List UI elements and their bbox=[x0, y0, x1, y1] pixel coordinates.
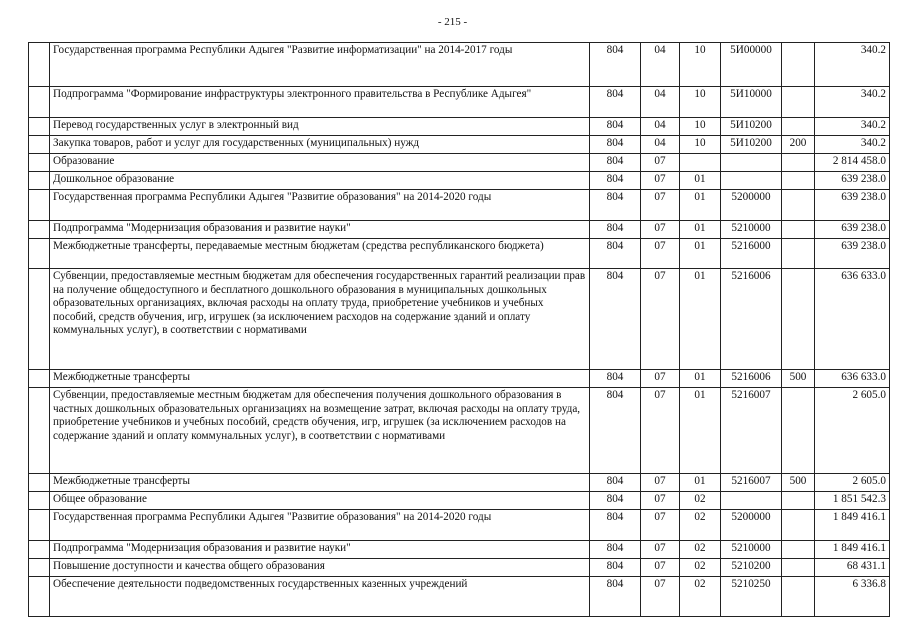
row-name-cell: Подпрограмма "Модернизация образования и развитие науки" bbox=[50, 221, 590, 239]
table-row bbox=[29, 492, 890, 510]
row-expense-type-cell bbox=[782, 388, 815, 474]
row-expense-type-cell bbox=[782, 172, 815, 190]
row-expense-type-cell bbox=[782, 154, 815, 172]
row-section-cell: 07 bbox=[641, 559, 680, 577]
row-amount-cell: 636 633.0 bbox=[815, 370, 890, 388]
row-subsection-cell: 02 bbox=[680, 492, 721, 510]
table-row bbox=[29, 370, 890, 388]
row-grbs-cell: 804 bbox=[590, 541, 641, 559]
row-grbs-cell: 804 bbox=[590, 269, 641, 370]
row-target-article-cell: 5210000 bbox=[721, 541, 782, 559]
row-gap-cell bbox=[29, 370, 50, 388]
row-expense-type-cell bbox=[782, 510, 815, 541]
row-grbs-cell: 804 bbox=[590, 510, 641, 541]
row-section-cell: 07 bbox=[641, 239, 680, 269]
row-name-cell: Образование bbox=[50, 154, 590, 172]
row-target-article-cell: 5200000 bbox=[721, 510, 782, 541]
row-amount-cell: 636 633.0 bbox=[815, 269, 890, 370]
row-subsection-cell: 10 bbox=[680, 118, 721, 136]
row-amount-cell: 1 849 416.1 bbox=[815, 541, 890, 559]
row-grbs-cell: 804 bbox=[590, 190, 641, 221]
row-name-cell: Государственная программа Республики Адыгея "Развитие образования" на 2014-2020 годы bbox=[50, 190, 590, 221]
row-subsection-cell: 01 bbox=[680, 269, 721, 370]
row-expense-type-cell bbox=[782, 541, 815, 559]
row-section-cell: 07 bbox=[641, 269, 680, 370]
row-expense-type-cell bbox=[782, 239, 815, 269]
row-grbs-cell: 804 bbox=[590, 474, 641, 492]
row-subsection-cell: 01 bbox=[680, 221, 721, 239]
budget-table bbox=[28, 42, 890, 617]
row-target-article-cell: 5216006 bbox=[721, 269, 782, 370]
row-amount-cell: 6 336.8 bbox=[815, 577, 890, 617]
row-gap-cell bbox=[29, 510, 50, 541]
row-subsection-cell: 10 bbox=[680, 87, 721, 118]
row-target-article-cell: 5216006 bbox=[721, 370, 782, 388]
row-subsection-cell: 01 bbox=[680, 370, 721, 388]
row-gap-cell bbox=[29, 577, 50, 617]
row-section-cell: 07 bbox=[641, 370, 680, 388]
row-expense-type-cell bbox=[782, 559, 815, 577]
row-grbs-cell: 804 bbox=[590, 559, 641, 577]
row-target-article-cell: 5210250 bbox=[721, 577, 782, 617]
row-amount-cell: 639 238.0 bbox=[815, 172, 890, 190]
row-grbs-cell: 804 bbox=[590, 136, 641, 154]
row-gap-cell bbox=[29, 43, 50, 87]
row-grbs-cell: 804 bbox=[590, 370, 641, 388]
table-row bbox=[29, 136, 890, 154]
row-subsection-cell: 10 bbox=[680, 136, 721, 154]
row-section-cell: 07 bbox=[641, 474, 680, 492]
row-name-cell: Дошкольное образование bbox=[50, 172, 590, 190]
row-subsection-cell: 01 bbox=[680, 239, 721, 269]
row-section-cell: 07 bbox=[641, 541, 680, 559]
row-target-article-cell: 5И10000 bbox=[721, 87, 782, 118]
row-section-cell: 04 bbox=[641, 118, 680, 136]
row-grbs-cell: 804 bbox=[590, 118, 641, 136]
table-row bbox=[29, 221, 890, 239]
row-section-cell: 04 bbox=[641, 87, 680, 118]
row-grbs-cell: 804 bbox=[590, 388, 641, 474]
table-row bbox=[29, 510, 890, 541]
row-gap-cell bbox=[29, 474, 50, 492]
row-name-cell: Повышение доступности и качества общего образования bbox=[50, 559, 590, 577]
row-expense-type-cell bbox=[782, 269, 815, 370]
row-gap-cell bbox=[29, 190, 50, 221]
row-gap-cell bbox=[29, 221, 50, 239]
row-name-cell: Государственная программа Республики Адыгея "Развитие информатизации" на 2014-2017 годы bbox=[50, 43, 590, 87]
table-row bbox=[29, 118, 890, 136]
row-section-cell: 04 bbox=[641, 43, 680, 87]
row-section-cell: 07 bbox=[641, 492, 680, 510]
row-amount-cell: 2 605.0 bbox=[815, 474, 890, 492]
row-gap-cell bbox=[29, 269, 50, 370]
row-subsection-cell: 01 bbox=[680, 172, 721, 190]
table-row bbox=[29, 269, 890, 370]
row-gap-cell bbox=[29, 118, 50, 136]
row-name-cell: Обеспечение деятельности подведомственных государственных казенных учреждений bbox=[50, 577, 590, 617]
row-grbs-cell: 804 bbox=[590, 577, 641, 617]
row-grbs-cell: 804 bbox=[590, 43, 641, 87]
row-amount-cell: 340.2 bbox=[815, 43, 890, 87]
row-name-cell: Межбюджетные трансферты bbox=[50, 474, 590, 492]
row-gap-cell bbox=[29, 388, 50, 474]
table-row bbox=[29, 577, 890, 617]
table-row bbox=[29, 239, 890, 269]
row-subsection-cell: 10 bbox=[680, 43, 721, 87]
row-name-cell: Подпрограмма "Модернизация образования и развитие науки" bbox=[50, 541, 590, 559]
row-gap-cell bbox=[29, 541, 50, 559]
row-grbs-cell: 804 bbox=[590, 154, 641, 172]
row-name-cell: Межбюджетные трансферты bbox=[50, 370, 590, 388]
row-target-article-cell bbox=[721, 154, 782, 172]
row-name-cell: Государственная программа Республики Адыгея "Развитие образования" на 2014-2020 годы bbox=[50, 510, 590, 541]
row-target-article-cell: 5И10200 bbox=[721, 136, 782, 154]
row-name-cell: Субвенции, предоставляемые местным бюджетам для обеспечения государственных гарантий реализации прав на получение общедоступного и бесплатного дошкольного образования в муниципальных дошкольных образовательных организациях, включая расходы на оплату труда, приобретение учебников и учебных пособий, средств обучения, игр, игрушек (за исключением расходов на содержание зданий и оплату коммунальных услуг), в соответствии с нормативами bbox=[50, 269, 590, 370]
row-section-cell: 07 bbox=[641, 172, 680, 190]
row-section-cell: 07 bbox=[641, 154, 680, 172]
row-amount-cell: 2 814 458.0 bbox=[815, 154, 890, 172]
table-row bbox=[29, 559, 890, 577]
row-subsection-cell: 02 bbox=[680, 541, 721, 559]
row-section-cell: 07 bbox=[641, 190, 680, 221]
row-subsection-cell: 01 bbox=[680, 388, 721, 474]
row-amount-cell: 340.2 bbox=[815, 136, 890, 154]
row-amount-cell: 1 851 542.3 bbox=[815, 492, 890, 510]
row-target-article-cell: 5200000 bbox=[721, 190, 782, 221]
row-gap-cell bbox=[29, 136, 50, 154]
row-target-article-cell: 5216007 bbox=[721, 388, 782, 474]
table-row bbox=[29, 190, 890, 221]
table-row bbox=[29, 172, 890, 190]
row-amount-cell: 639 238.0 bbox=[815, 221, 890, 239]
row-name-cell: Субвенции, предоставляемые местным бюджетам для обеспечения получения дошкольного образования в частных дошкольных образовательных организациях на возмещение затрат, включая расходы на оплату труда, приобретение учебников и учебных пособий, средств обучения, игр, игрушек (за исключением расходов на содержание зданий и оплату коммунальных услуг), в соответствии с нормативами bbox=[50, 388, 590, 474]
row-name-cell: Закупка товаров, работ и услуг для государственных (муниципальных) нужд bbox=[50, 136, 590, 154]
page-number: - 215 - bbox=[437, 16, 468, 28]
row-expense-type-cell bbox=[782, 43, 815, 87]
row-amount-cell: 68 431.1 bbox=[815, 559, 890, 577]
row-gap-cell bbox=[29, 492, 50, 510]
row-subsection-cell: 02 bbox=[680, 510, 721, 541]
row-name-cell: Межбюджетные трансферты, передаваемые местным бюджетам (средства республиканского бюджета) bbox=[50, 239, 590, 269]
row-section-cell: 07 bbox=[641, 221, 680, 239]
row-expense-type-cell bbox=[782, 190, 815, 221]
row-target-article-cell bbox=[721, 172, 782, 190]
row-name-cell: Подпрограмма "Формирование инфраструктуры электронного правительства в Республике Адыгея" bbox=[50, 87, 590, 118]
row-amount-cell: 1 849 416.1 bbox=[815, 510, 890, 541]
row-expense-type-cell bbox=[782, 87, 815, 118]
row-grbs-cell: 804 bbox=[590, 492, 641, 510]
row-expense-type-cell: 500 bbox=[782, 370, 815, 388]
row-target-article-cell: 5216007 bbox=[721, 474, 782, 492]
table-row bbox=[29, 87, 890, 118]
row-gap-cell bbox=[29, 239, 50, 269]
table-row bbox=[29, 474, 890, 492]
row-target-article-cell: 5И00000 bbox=[721, 43, 782, 87]
row-target-article-cell: 5210200 bbox=[721, 559, 782, 577]
row-target-article-cell bbox=[721, 492, 782, 510]
row-subsection-cell bbox=[680, 154, 721, 172]
row-gap-cell bbox=[29, 559, 50, 577]
row-target-article-cell: 5И10200 bbox=[721, 118, 782, 136]
row-name-cell: Общее образование bbox=[50, 492, 590, 510]
row-grbs-cell: 804 bbox=[590, 239, 641, 269]
row-section-cell: 07 bbox=[641, 577, 680, 617]
row-gap-cell bbox=[29, 87, 50, 118]
row-gap-cell bbox=[29, 172, 50, 190]
row-grbs-cell: 804 bbox=[590, 221, 641, 239]
row-expense-type-cell: 500 bbox=[782, 474, 815, 492]
row-subsection-cell: 02 bbox=[680, 559, 721, 577]
row-subsection-cell: 01 bbox=[680, 474, 721, 492]
row-expense-type-cell bbox=[782, 492, 815, 510]
row-amount-cell: 340.2 bbox=[815, 87, 890, 118]
row-expense-type-cell bbox=[782, 221, 815, 239]
row-section-cell: 07 bbox=[641, 388, 680, 474]
row-amount-cell: 340.2 bbox=[815, 118, 890, 136]
table-row bbox=[29, 43, 890, 87]
row-section-cell: 07 bbox=[641, 510, 680, 541]
row-expense-type-cell: 200 bbox=[782, 136, 815, 154]
table-row bbox=[29, 541, 890, 559]
row-grbs-cell: 804 bbox=[590, 172, 641, 190]
row-target-article-cell: 5210000 bbox=[721, 221, 782, 239]
row-expense-type-cell bbox=[782, 577, 815, 617]
row-subsection-cell: 01 bbox=[680, 190, 721, 221]
row-amount-cell: 639 238.0 bbox=[815, 190, 890, 221]
table-row bbox=[29, 388, 890, 474]
row-grbs-cell: 804 bbox=[590, 87, 641, 118]
table-row bbox=[29, 154, 890, 172]
row-section-cell: 04 bbox=[641, 136, 680, 154]
row-gap-cell bbox=[29, 154, 50, 172]
row-target-article-cell: 5216000 bbox=[721, 239, 782, 269]
row-expense-type-cell bbox=[782, 118, 815, 136]
row-amount-cell: 2 605.0 bbox=[815, 388, 890, 474]
row-subsection-cell: 02 bbox=[680, 577, 721, 617]
row-name-cell: Перевод государственных услуг в электронный вид bbox=[50, 118, 590, 136]
row-amount-cell: 639 238.0 bbox=[815, 239, 890, 269]
